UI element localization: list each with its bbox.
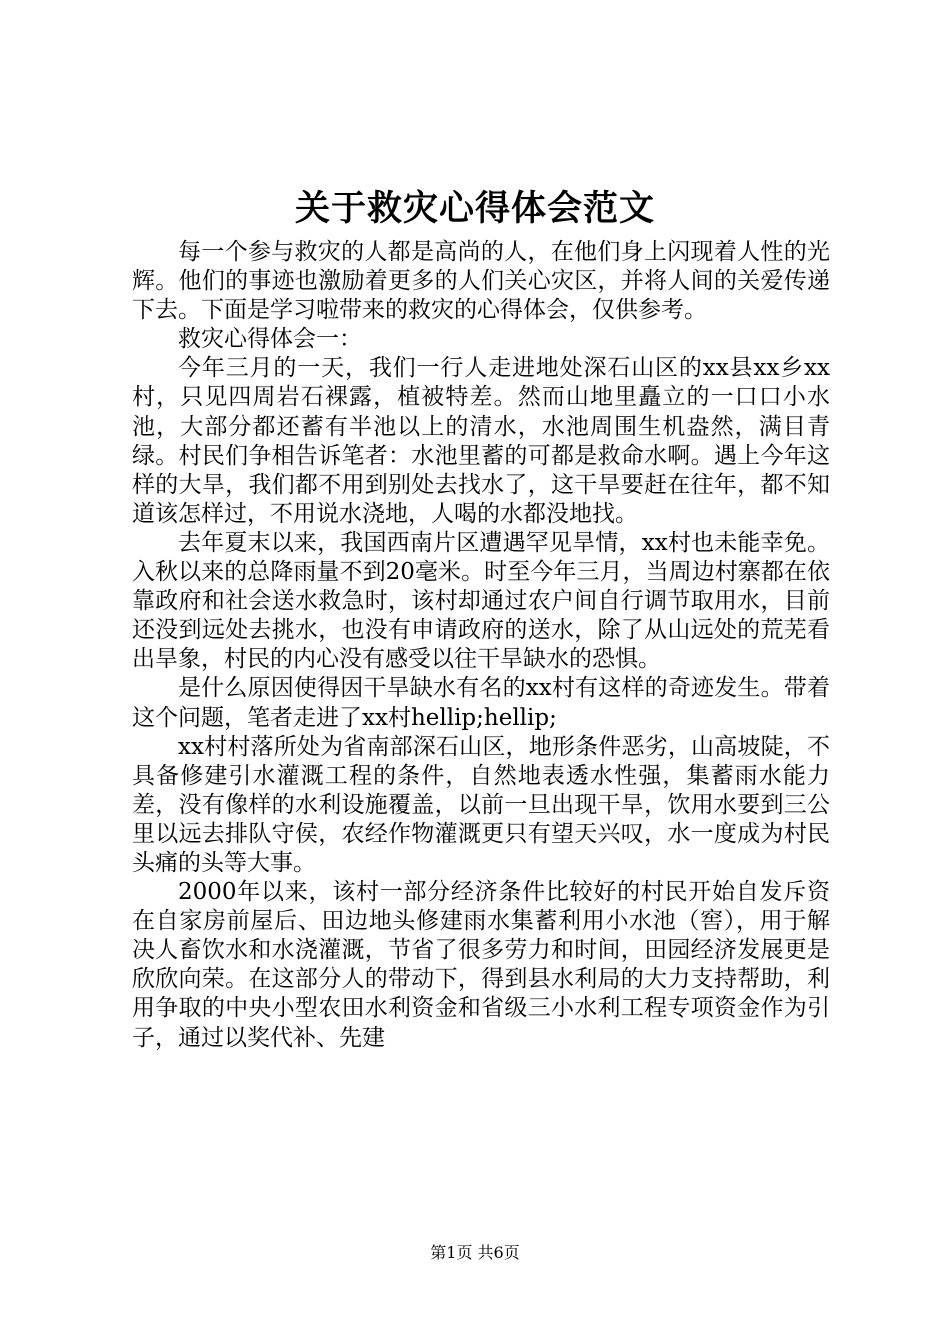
paragraph-intro: 每一个参与救灾的人都是高尚的人，在他们身上闪现着人性的光辉。他们的事迹也激励着更多的人们关心灾区，并将人间的关爱传递下去。下面是学习啦带来的救灾的心得体会，仅供参考。 (132, 239, 830, 324)
paragraph: 2000年以来，该村一部分经济条件比较好的村民开始自发斥资在自家房前屋后、田边地头修建雨水集蓄利用小水池（窖），用于解决人畜饮水和水浇灌溉，节省了很多劳力和时间，田园经济发展更是欣欣向荣。在这部分人的带动下，得到县水利局的大力支持帮助，利用争取的中央小型农田水利资金和省级三小水利工程专项资金作为引子，通过以奖代补、先建 (132, 879, 830, 1051)
paragraph: 去年夏末以来，我国西南片区遭遇罕见旱情，xx村也未能幸免。入秋以来的总降雨量不到20毫米。时至今年三月，当周边村寨都在依靠政府和社会送水救急时，该村却通过农户间自行调节取用水，目前还没到远处去挑水，也没有申请政府的送水，除了从山远处的荒芜看出旱象，村民的内心没有感受以往干旱缺水的恐惧。 (132, 529, 830, 673)
paragraph: 今年三月的一天，我们一行人走进地处深石山区的xx县xx乡xx村，只见四周岩石裸露，植被特差。然而山地里矗立的一口口小水池，大部分都还蓄有半池以上的清水，水池周围生机盎然，满目青绿。村民们争相告诉笔者：水池里蓄的可都是救命水啊。遇上今年这样的大旱，我们都不用到别处去找水了，这干旱要赶在往年，都不知道该怎样过，不用说水浇地，人喝的水都没地找。 (132, 355, 830, 527)
page-footer: 第1页 共6页 (430, 1243, 520, 1262)
paragraph: 是什么原因使得因干旱缺水有名的xx村有这样的奇迹发生。带着这个问题，笔者走进了xx村hellip;hellip; (132, 675, 830, 731)
document-title: 关于救灾心得体会范文 (294, 188, 655, 229)
paragraph: xx村村落所处为省南部深石山区，地形条件恶劣，山高坡陡，不具备修建引水灌溉工程的条件，自然地表透水性强，集蓄雨水能力差，没有像样的水利设施覆盖，以前一旦出现干旱，饮用水要到三公里以远去排队守侯，农经作物灌溉更只有望天兴叹，水一度成为村民头痛的头等大事。 (132, 733, 830, 876)
section-heading: 救灾心得体会一： (178, 326, 362, 353)
document-body (132, 238, 830, 1053)
